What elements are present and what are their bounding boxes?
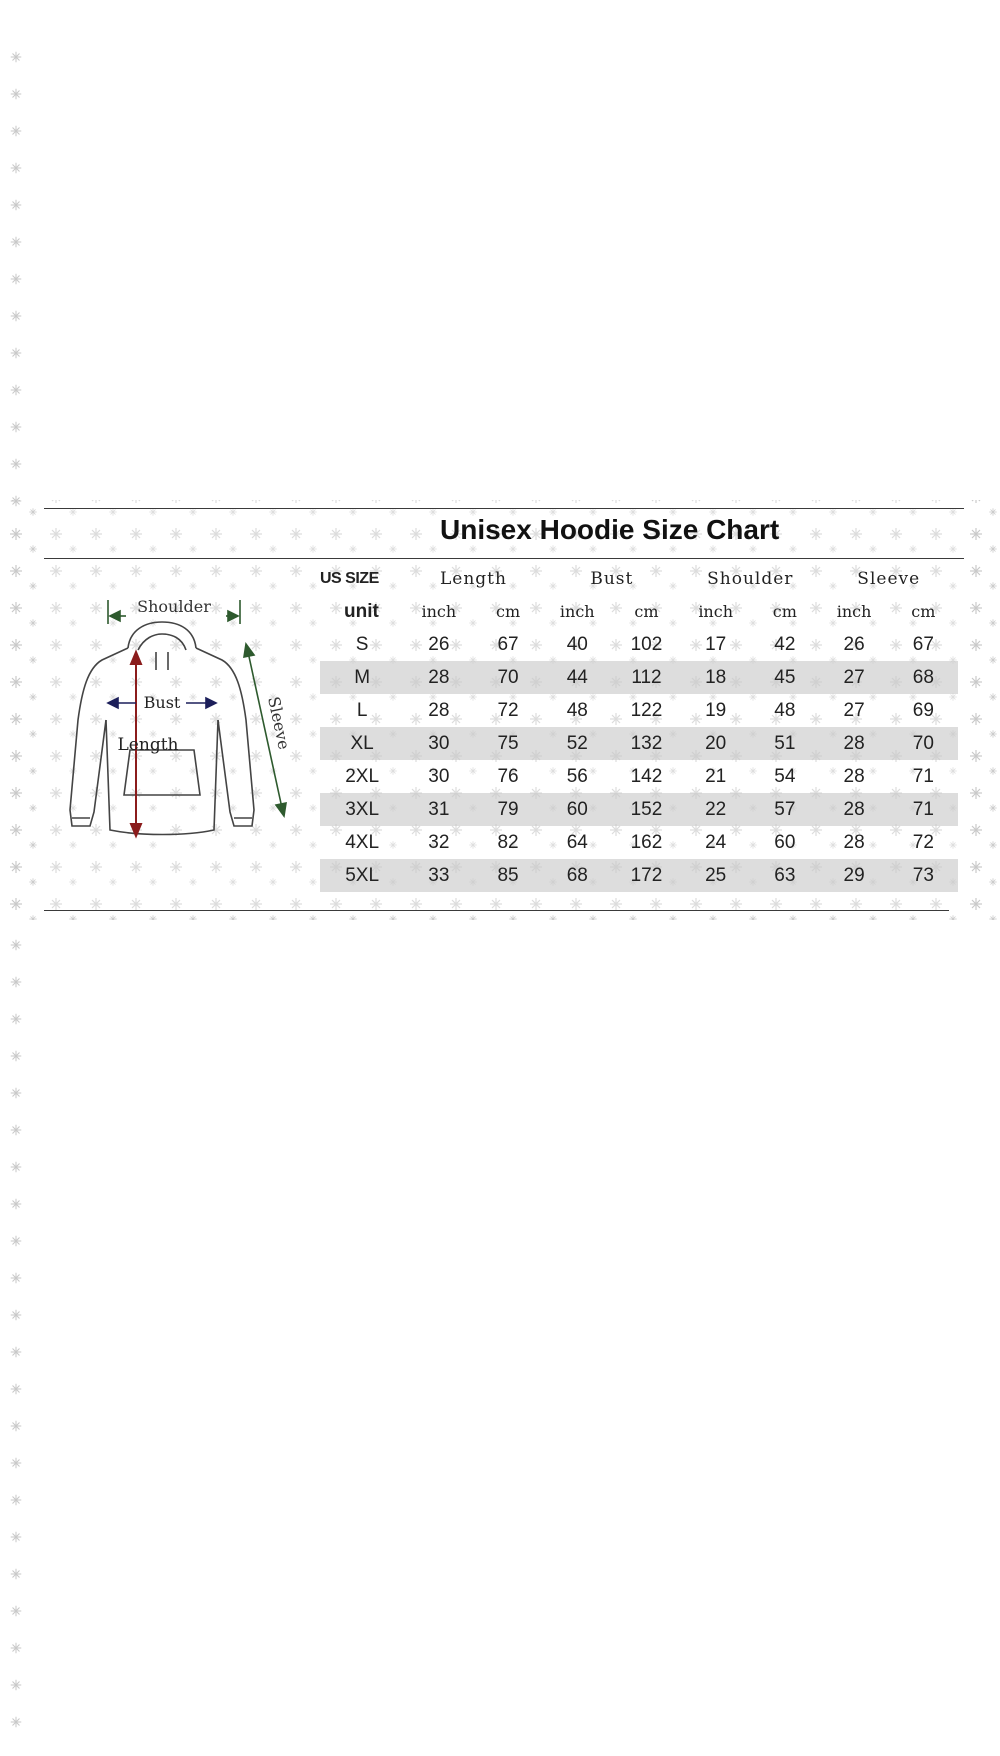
value-cell: 85: [473, 859, 542, 892]
table-row: [320, 727, 958, 760]
size-cell: L: [356, 699, 368, 721]
header-row-units: [320, 595, 958, 628]
value-cell: 67: [497, 633, 519, 655]
value-cell: 28: [843, 765, 865, 787]
table-row: [320, 661, 958, 694]
value-cell: 70: [889, 727, 958, 760]
value-cell: 63: [750, 859, 819, 892]
shoulder-label: Shoulder: [137, 597, 211, 616]
table-row: [320, 628, 958, 661]
value-cell: 79: [473, 793, 542, 826]
size-rows: [320, 628, 958, 892]
value-cell: 142: [630, 765, 663, 787]
value-cell: 73: [889, 859, 958, 892]
value-cell: 21: [705, 765, 727, 787]
unit-bust-cm: cm: [634, 602, 659, 621]
value-cell: 33: [404, 859, 473, 892]
value-cell: 82: [497, 831, 519, 853]
size-cell: 2XL: [345, 765, 380, 787]
value-cell: 71: [889, 793, 958, 826]
value-cell: 28: [428, 699, 450, 721]
unit-shoulder-cm: cm: [772, 602, 797, 621]
hoodie-diagram: [50, 590, 300, 860]
value-cell: 18: [681, 661, 750, 694]
value-cell: 75: [473, 727, 542, 760]
title-rule: [44, 558, 964, 559]
value-cell: 69: [912, 699, 934, 721]
table-row: [320, 859, 958, 892]
top-rule: [44, 508, 964, 509]
value-cell: 71: [912, 765, 934, 787]
unit-sleeve-cm: cm: [911, 602, 936, 621]
value-cell: 60: [543, 793, 612, 826]
chart-title: Unisex Hoodie Size Chart: [440, 514, 780, 545]
value-cell: 25: [681, 859, 750, 892]
table-row: [320, 694, 958, 727]
unit-bust-inch: inch: [559, 602, 595, 621]
bottom-rule: [44, 910, 949, 911]
value-cell: 30: [404, 727, 473, 760]
size-table: [320, 562, 958, 892]
unit-sleeve-inch: inch: [836, 602, 872, 621]
value-cell: 28: [404, 661, 473, 694]
value-cell: 48: [774, 699, 796, 721]
value-cell: 19: [705, 699, 727, 721]
value-cell: 76: [497, 765, 519, 787]
value-cell: 31: [404, 793, 473, 826]
size-cell: S: [355, 633, 369, 655]
value-cell: 152: [612, 793, 681, 826]
value-cell: 162: [630, 831, 663, 853]
value-cell: 28: [843, 831, 865, 853]
size-cell: XL: [320, 727, 404, 760]
value-cell: 22: [681, 793, 750, 826]
group-header-shoulder: Shoulder: [707, 568, 794, 589]
value-cell: 17: [705, 633, 727, 655]
group-header-bust: Bust: [590, 568, 634, 589]
value-cell: 45: [750, 661, 819, 694]
value-cell: 24: [705, 831, 727, 853]
group-header-length: Length: [439, 568, 507, 589]
value-cell: 68: [889, 661, 958, 694]
value-cell: 70: [473, 661, 542, 694]
header-row-groups: [320, 562, 958, 595]
value-cell: 28: [819, 793, 888, 826]
value-cell: 27: [843, 699, 865, 721]
value-cell: 67: [912, 633, 934, 655]
value-cell: 42: [774, 633, 796, 655]
value-cell: 54: [774, 765, 796, 787]
value-cell: 44: [543, 661, 612, 694]
table-row: [320, 793, 958, 826]
unit-header: unit: [344, 600, 379, 622]
value-cell: 57: [750, 793, 819, 826]
value-cell: 52: [543, 727, 612, 760]
size-cell: 5XL: [320, 859, 404, 892]
value-cell: 102: [630, 633, 663, 655]
value-cell: 51: [750, 727, 819, 760]
value-cell: 26: [843, 633, 865, 655]
unit-length-inch: inch: [421, 602, 457, 621]
value-cell: 48: [566, 699, 588, 721]
sleeve-label: Sleeve: [264, 694, 294, 752]
unit-shoulder-inch: inch: [698, 602, 733, 621]
value-cell: 20: [681, 727, 750, 760]
value-cell: 72: [912, 831, 934, 853]
value-cell: 172: [612, 859, 681, 892]
value-cell: 122: [630, 699, 663, 721]
value-cell: 60: [774, 831, 796, 853]
bust-label: Bust: [143, 693, 181, 712]
value-cell: 64: [566, 831, 588, 853]
value-cell: 72: [497, 699, 519, 721]
unit-length-cm: cm: [495, 602, 521, 621]
size-cell: 4XL: [345, 831, 380, 853]
group-header-sleeve: Sleeve: [857, 568, 921, 589]
value-cell: 28: [819, 727, 888, 760]
hoodie-outline: [70, 622, 254, 835]
value-cell: 29: [819, 859, 888, 892]
value-cell: 68: [543, 859, 612, 892]
size-cell: 3XL: [320, 793, 404, 826]
value-cell: 27: [819, 661, 888, 694]
us-size-header: US SIZE: [320, 569, 379, 587]
value-cell: 40: [566, 633, 588, 655]
value-cell: 30: [428, 765, 450, 787]
table-row: [320, 826, 958, 859]
table-row: [320, 760, 958, 793]
size-cell: M: [320, 661, 404, 694]
value-cell: 132: [612, 727, 681, 760]
length-label: Length: [117, 735, 179, 755]
value-cell: 26: [428, 633, 450, 655]
value-cell: 32: [428, 831, 450, 853]
value-cell: 112: [612, 661, 681, 694]
value-cell: 56: [566, 765, 588, 787]
